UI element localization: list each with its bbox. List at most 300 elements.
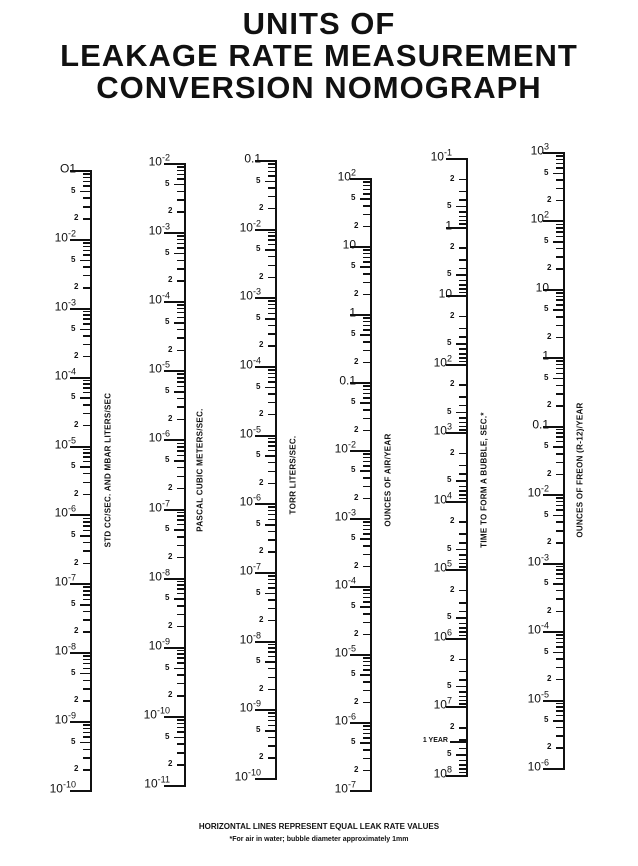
title-line-3: CONVERSION NOMOGRAPH — [96, 70, 542, 105]
minor-tick — [556, 598, 564, 600]
minor-label-5: 5 — [351, 533, 356, 543]
label-exponent: -2 — [540, 483, 549, 494]
major-label — [542, 347, 549, 363]
minor-tick — [556, 227, 564, 229]
label-base: 10 — [334, 713, 348, 728]
minor-tick — [556, 231, 564, 233]
minor-label-2: 2 — [354, 288, 359, 298]
label-base: 10 — [527, 690, 541, 705]
minor-tick — [556, 509, 564, 511]
minor-tick — [556, 316, 564, 318]
label-base: 10 — [148, 292, 162, 307]
label-base: 10 — [433, 697, 447, 712]
minor-label-2: 2 — [354, 764, 359, 774]
minor-label-5: 5 — [165, 247, 170, 257]
minor-tick — [556, 590, 564, 592]
minor-tick — [556, 385, 564, 387]
minor-label-5: 5 — [256, 656, 261, 666]
label-base: 1 — [349, 305, 356, 320]
label-exponent: -5 — [252, 424, 261, 435]
label-exponent: -5 — [540, 688, 549, 699]
minor-label-5: 5 — [165, 455, 170, 465]
minor-tick — [556, 578, 564, 580]
label-base: 1 — [542, 348, 549, 363]
minor-label-2: 2 — [168, 551, 173, 561]
label-exponent: -2 — [252, 218, 261, 229]
axis-title: TORR LITERS/SEC. — [288, 435, 298, 515]
minor-label-5: 5 — [165, 524, 170, 534]
label-exponent: -3 — [540, 552, 549, 563]
label-exponent: -3 — [161, 221, 170, 232]
minor-tick — [556, 703, 564, 705]
label-base: 10 — [148, 361, 162, 376]
minor-label-5: 5 — [544, 578, 549, 588]
minor-label-2: 2 — [259, 271, 264, 281]
label-base: 10 — [239, 494, 253, 509]
minor-label-5: 5 — [71, 254, 76, 264]
label-base: 1 — [445, 217, 452, 232]
minor-label-2: 2 — [74, 695, 79, 705]
minor-label-2: 2 — [547, 468, 552, 478]
minor-label-2: 2 — [450, 447, 455, 457]
minor-tick — [556, 530, 564, 532]
label-exponent: 6 — [446, 627, 452, 638]
minor-tick — [556, 429, 564, 431]
major-label — [528, 484, 549, 500]
label-base: 10 — [54, 230, 68, 245]
minor-tick — [556, 364, 564, 366]
minor-label-2: 2 — [74, 557, 79, 567]
label-base: 10 — [527, 485, 541, 500]
label-base: 10 — [438, 286, 452, 301]
label-base: 10 — [530, 143, 544, 158]
minor-label-5: 5 — [71, 736, 76, 746]
minor-tick — [556, 566, 564, 568]
label-exponent: -6 — [67, 503, 76, 514]
minor-tick — [556, 521, 564, 523]
minor-label-5: 5 — [256, 313, 261, 323]
one-year-marker-label: 1 YEAR — [422, 736, 448, 744]
label-exponent: -8 — [161, 567, 170, 578]
minor-label-5: 5 — [544, 304, 549, 314]
minor-tick — [556, 569, 564, 571]
minor-label-5: 5 — [71, 530, 76, 540]
minor-label-2: 2 — [354, 492, 359, 502]
label-exponent: -5 — [67, 434, 76, 445]
minor-label-2: 2 — [547, 331, 552, 341]
label-base: 10 — [334, 441, 348, 456]
label-exponent: 2 — [543, 209, 549, 220]
minor-tick — [556, 368, 564, 370]
label-exponent: -7 — [347, 779, 356, 790]
label-exponent: -8 — [252, 630, 261, 641]
minor-tick — [553, 652, 564, 654]
label-base: 10 — [342, 237, 356, 252]
label-base: 10 — [239, 220, 253, 235]
minor-label-5: 5 — [447, 200, 452, 210]
minor-label-5: 5 — [71, 392, 76, 402]
minor-tick — [556, 634, 564, 636]
minor-tick — [556, 188, 564, 190]
minor-label-5: 5 — [165, 593, 170, 603]
label-exponent: -6 — [540, 757, 549, 768]
minor-label-5: 5 — [256, 587, 261, 597]
label-exponent: -3 — [67, 297, 76, 308]
label-base: 10 — [433, 766, 447, 781]
minor-label-2: 2 — [259, 409, 264, 419]
minor-label-2: 2 — [259, 203, 264, 213]
label-base: 10 — [433, 492, 447, 507]
minor-label-2: 2 — [259, 683, 264, 693]
minor-label-2: 2 — [354, 560, 359, 570]
minor-tick — [556, 155, 564, 157]
minor-tick — [556, 163, 564, 165]
minor-tick — [556, 505, 564, 507]
label-base: 0.1 — [339, 373, 356, 388]
minor-label-5: 5 — [165, 178, 170, 188]
minor-label-2: 2 — [259, 752, 264, 762]
minor-label-2: 2 — [450, 585, 455, 595]
minor-tick — [556, 299, 564, 301]
minor-label-5: 5 — [71, 185, 76, 195]
minor-label-2: 2 — [450, 653, 455, 663]
minor-tick — [553, 173, 564, 175]
minor-tick — [556, 474, 564, 476]
label-exponent: -10 — [62, 779, 76, 790]
minor-tick — [556, 642, 564, 644]
minor-tick — [556, 432, 564, 434]
minor-label-2: 2 — [450, 242, 455, 252]
minor-label-5: 5 — [544, 715, 549, 725]
label-base: 10 — [148, 569, 162, 584]
label-base: 10 — [148, 154, 162, 169]
minor-tick — [553, 515, 564, 517]
label-base: 10 — [54, 436, 68, 451]
label-base: 10 — [148, 499, 162, 514]
label-base: 10 — [144, 776, 158, 791]
minor-label-5: 5 — [447, 269, 452, 279]
minor-label-2: 2 — [74, 626, 79, 636]
axis-title: OUNCES OF AIR/YEAR — [383, 433, 393, 527]
minor-label-2: 2 — [547, 194, 552, 204]
label-exponent: -2 — [347, 439, 356, 450]
label-base: 10 — [239, 426, 253, 441]
minor-label-5: 5 — [165, 317, 170, 327]
minor-label-5: 5 — [447, 680, 452, 690]
label-base: 10 — [54, 368, 68, 383]
minor-tick — [556, 159, 564, 161]
label-exponent: -6 — [161, 428, 170, 439]
minor-label-2: 2 — [168, 482, 173, 492]
minor-label-5: 5 — [447, 406, 452, 416]
minor-label-2: 2 — [450, 722, 455, 732]
major-label — [528, 621, 549, 637]
minor-label-2: 2 — [547, 605, 552, 615]
major-label — [531, 210, 549, 226]
label-exponent: -7 — [161, 497, 170, 508]
label-exponent: 5 — [446, 558, 452, 569]
label-base: 10 — [239, 288, 253, 303]
minor-tick — [553, 378, 564, 380]
label-base: 10 — [527, 622, 541, 637]
minor-tick — [556, 667, 564, 669]
minor-tick — [556, 236, 564, 238]
minor-tick — [556, 658, 564, 660]
axis-title: PASCAL CUBIC METERS/SEC. — [195, 408, 205, 532]
minor-label-2: 2 — [450, 310, 455, 320]
minor-tick — [556, 710, 564, 712]
title-line-2: LEAKAGE RATE MEASUREMENT — [60, 38, 578, 73]
minor-tick — [556, 441, 564, 443]
axis-title: OUNCES OF FREON (R-12)/YEAR — [575, 402, 585, 538]
footer-footnote: *For air in water; bubble diameter approximately 1mm — [229, 836, 409, 843]
minor-label-5: 5 — [71, 599, 76, 609]
minor-tick — [556, 611, 564, 613]
label-exponent: -7 — [67, 572, 76, 583]
minor-label-2: 2 — [74, 488, 79, 498]
minor-label-5: 5 — [351, 329, 356, 339]
label-base: 10 — [54, 299, 68, 314]
label-base: 10 — [54, 643, 68, 658]
label-exponent: -4 — [67, 366, 76, 377]
minor-label-5: 5 — [544, 646, 549, 656]
minor-label-5: 5 — [544, 441, 549, 451]
minor-label-5: 5 — [256, 381, 261, 391]
label-exponent: -6 — [252, 492, 261, 503]
major-label — [528, 757, 549, 773]
minor-label-2: 2 — [168, 759, 173, 769]
minor-tick — [556, 573, 564, 575]
label-base: 10 — [54, 505, 68, 520]
minor-label-5: 5 — [544, 236, 549, 246]
minor-tick — [556, 248, 564, 250]
label-exponent: 7 — [446, 695, 452, 706]
minor-label-5: 5 — [351, 465, 356, 475]
minor-tick — [556, 436, 564, 438]
minor-label-5: 5 — [351, 397, 356, 407]
label-exponent: -9 — [161, 636, 170, 647]
label-base: O1 — [59, 161, 76, 176]
minor-label-5: 5 — [256, 175, 261, 185]
label-exponent: -2 — [67, 228, 76, 239]
minor-tick — [553, 241, 564, 243]
minor-tick — [556, 296, 564, 298]
minor-tick — [556, 501, 564, 503]
label-exponent: 4 — [446, 490, 452, 501]
minor-label-5: 5 — [351, 261, 356, 271]
major-label — [528, 552, 549, 568]
label-base: 10 — [239, 357, 253, 372]
label-exponent: -3 — [252, 286, 261, 297]
minor-label-2: 2 — [547, 263, 552, 273]
minor-label-2: 2 — [450, 516, 455, 526]
minor-label-5: 5 — [447, 749, 452, 759]
minor-label-2: 2 — [450, 379, 455, 389]
minor-label-2: 2 — [168, 275, 173, 285]
minor-label-5: 5 — [447, 543, 452, 553]
minor-tick — [556, 706, 564, 708]
minor-label-5: 5 — [447, 475, 452, 485]
label-exponent: -7 — [252, 561, 261, 572]
minor-tick — [553, 583, 564, 585]
minor-tick — [556, 727, 564, 729]
minor-tick — [556, 715, 564, 717]
major-label — [532, 415, 549, 431]
label-base: 0.1 — [244, 151, 261, 166]
minor-label-5: 5 — [351, 669, 356, 679]
minor-label-2: 2 — [259, 546, 264, 556]
minor-label-2: 2 — [168, 344, 173, 354]
label-base: 10 — [334, 577, 348, 592]
minor-tick — [556, 646, 564, 648]
minor-label-5: 5 — [256, 450, 261, 460]
minor-label-2: 2 — [168, 621, 173, 631]
label-base: 10 — [54, 574, 68, 589]
minor-tick — [556, 304, 564, 306]
label-base: 10 — [337, 169, 351, 184]
major-label — [528, 689, 549, 705]
minor-tick — [556, 256, 564, 258]
minor-label-5: 5 — [544, 167, 549, 177]
minor-tick — [556, 497, 564, 499]
label-exponent: -10 — [247, 767, 261, 778]
label-exponent: -6 — [347, 711, 356, 722]
minor-label-2: 2 — [354, 628, 359, 638]
label-base: 10 — [535, 280, 549, 295]
label-base: 10 — [148, 430, 162, 445]
minor-label-2: 2 — [259, 477, 264, 487]
label-exponent: -4 — [540, 620, 549, 631]
minor-tick — [556, 453, 564, 455]
label-exponent: -11 — [157, 774, 170, 785]
minor-label-2: 2 — [74, 419, 79, 429]
label-base: 10 — [527, 759, 541, 774]
major-label — [531, 141, 549, 157]
minor-label-2: 2 — [259, 340, 264, 350]
label-base: 10 — [334, 645, 348, 660]
minor-tick — [556, 200, 564, 202]
minor-label-5: 5 — [71, 668, 76, 678]
minor-tick — [556, 179, 564, 181]
title-line-1: UNITS OF — [242, 6, 396, 41]
minor-tick — [553, 446, 564, 448]
label-exponent: -10 — [156, 705, 170, 716]
minor-label-2: 2 — [354, 220, 359, 230]
minor-label-5: 5 — [71, 461, 76, 471]
minor-label-5: 5 — [544, 372, 549, 382]
minor-tick — [556, 167, 564, 169]
label-base: 10 — [433, 560, 447, 575]
minor-label-2: 2 — [74, 213, 79, 223]
label-base: 10 — [527, 554, 541, 569]
minor-label-2: 2 — [168, 413, 173, 423]
minor-tick — [556, 268, 564, 270]
label-exponent: -3 — [347, 507, 356, 518]
footer-note: HORIZONTAL LINES REPRESENT EQUAL LEAK RATE VALUES — [198, 822, 440, 831]
minor-label-2: 2 — [547, 400, 552, 410]
minor-tick — [556, 735, 564, 737]
label-exponent: -9 — [252, 698, 261, 709]
label-exponent: -9 — [67, 710, 76, 721]
minor-label-5: 5 — [256, 244, 261, 254]
label-exponent: 3 — [543, 141, 549, 152]
minor-label-2: 2 — [547, 742, 552, 752]
minor-label-2: 2 — [354, 424, 359, 434]
label-base: 10 — [148, 638, 162, 653]
minor-label-2: 2 — [168, 690, 173, 700]
minor-label-5: 5 — [351, 737, 356, 747]
minor-label-5: 5 — [351, 193, 356, 203]
label-base: 10 — [49, 781, 63, 796]
minor-tick — [556, 325, 564, 327]
label-exponent: -4 — [347, 575, 356, 586]
minor-label-5: 5 — [71, 323, 76, 333]
minor-label-2: 2 — [168, 206, 173, 216]
minor-label-2: 2 — [547, 537, 552, 547]
minor-label-5: 5 — [165, 386, 170, 396]
minor-label-2: 2 — [74, 350, 79, 360]
label-exponent: -4 — [252, 355, 261, 366]
minor-label-5: 5 — [351, 601, 356, 611]
label-exponent: -5 — [161, 359, 170, 370]
label-base: 10 — [334, 781, 348, 796]
minor-tick — [556, 747, 564, 749]
label-exponent: 2 — [446, 353, 452, 364]
label-exponent: -5 — [347, 643, 356, 654]
minor-label-2: 2 — [354, 356, 359, 366]
minor-tick — [556, 542, 564, 544]
minor-label-5: 5 — [165, 662, 170, 672]
label-base: 10 — [239, 563, 253, 578]
label-exponent: -8 — [67, 641, 76, 652]
minor-tick — [556, 292, 564, 294]
minor-tick — [556, 462, 564, 464]
axis-title: STD CC/SEC. AND MBAR LITERS/SEC — [103, 392, 113, 548]
minor-tick — [556, 373, 564, 375]
label-exponent: 2 — [350, 167, 356, 178]
label-exponent: -2 — [161, 152, 170, 163]
minor-tick — [556, 405, 564, 407]
minor-label-2: 2 — [74, 764, 79, 774]
minor-label-5: 5 — [256, 519, 261, 529]
minor-tick — [556, 224, 564, 226]
minor-tick — [553, 720, 564, 722]
label-base: 10 — [433, 629, 447, 644]
minor-label-5: 5 — [544, 509, 549, 519]
minor-label-5: 5 — [256, 725, 261, 735]
minor-label-2: 2 — [450, 173, 455, 183]
label-base: 10 — [430, 149, 444, 164]
major-label — [536, 278, 549, 294]
label-base: 10 — [239, 700, 253, 715]
minor-tick — [556, 679, 564, 681]
label-exponent: -1 — [443, 147, 452, 158]
label-base: 0.1 — [532, 417, 549, 432]
label-base: 10 — [234, 769, 248, 784]
label-base: 10 — [433, 423, 447, 438]
minor-tick — [556, 360, 564, 362]
label-base: 10 — [148, 223, 162, 238]
minor-label-2: 2 — [354, 696, 359, 706]
minor-label-5: 5 — [447, 338, 452, 348]
axis-title: TIME TO FORM A BUBBLE, SEC.* — [479, 412, 489, 548]
minor-tick — [556, 393, 564, 395]
label-base: 10 — [54, 712, 68, 727]
minor-tick — [556, 638, 564, 640]
label-base: 10 — [433, 355, 447, 370]
minor-tick — [556, 337, 564, 339]
minor-label-5: 5 — [447, 612, 452, 622]
